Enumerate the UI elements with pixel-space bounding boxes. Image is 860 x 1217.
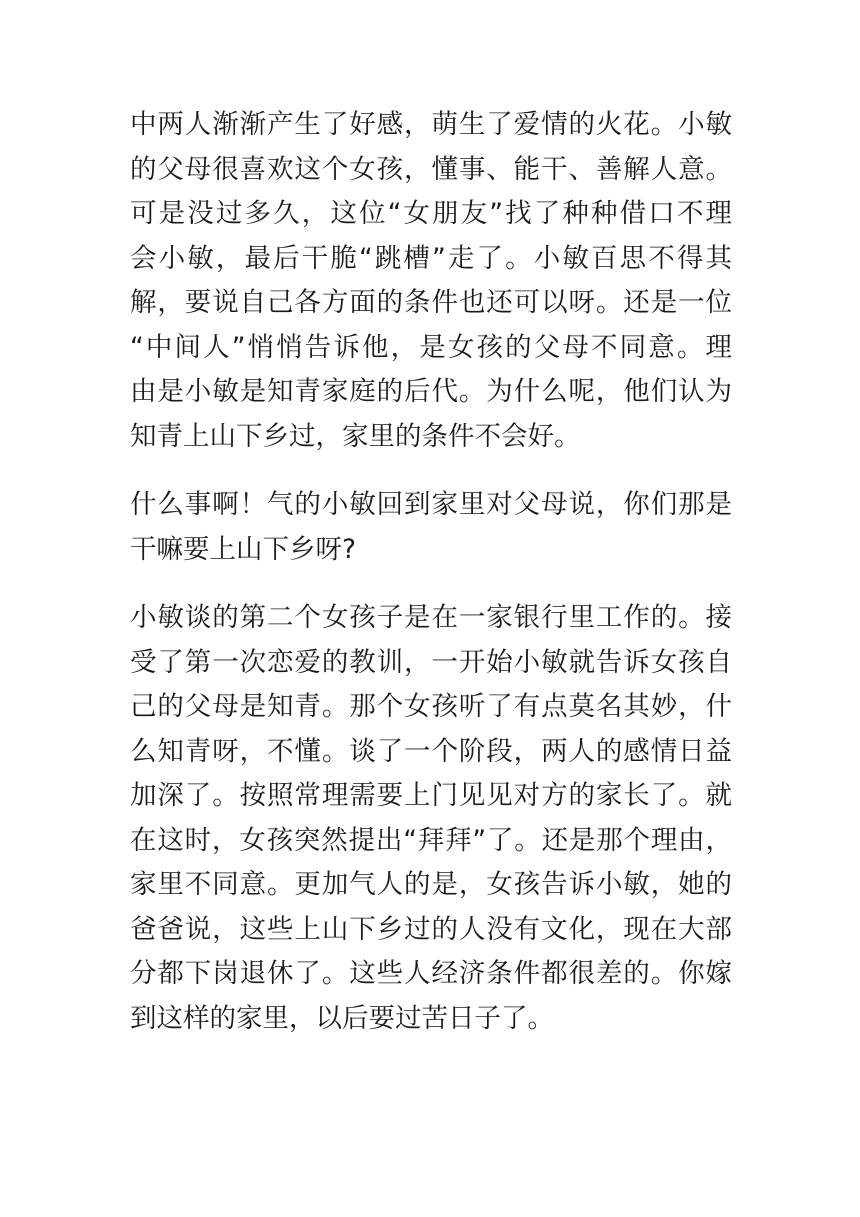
text-line: 什么事啊！气的小敏回到家里对父母说，你们那是 bbox=[130, 489, 732, 520]
paragraph-1 bbox=[130, 103, 732, 459]
text-line: 爸爸说，这些上山下乡过的人没有文化，现在大部 bbox=[130, 913, 732, 945]
text-line: 的父母很喜欢这个女孩，懂事、能干、善解人意。 bbox=[130, 153, 732, 185]
text-line: 会小敏，最后干脆“跳槽”走了。小敏百思不得其 bbox=[130, 242, 732, 274]
text-line: 可是没过多久，这位“女朋友”找了种种借口不理 bbox=[130, 198, 732, 229]
text-line: 中两人渐渐产生了好感，萌生了爱情的火花。小敏 bbox=[130, 109, 732, 140]
text-line: 分都下岗退休了。这些人经济条件都很差的。你嫁 bbox=[130, 958, 732, 989]
document-body bbox=[130, 103, 732, 1065]
text-line: 小敏谈的第二个女孩子是在一家银行里工作的。接 bbox=[130, 602, 732, 633]
text-line: 到这样的家里，以后要过苦日子了。 bbox=[130, 1002, 554, 1034]
paragraph-3 bbox=[130, 596, 732, 1041]
text-line: 干嘛要上山下乡呀? bbox=[130, 533, 357, 565]
paragraph-2 bbox=[130, 483, 732, 572]
text-line: 加深了。按照常理需要上门见见对方的家长了。就 bbox=[130, 780, 732, 811]
text-line: 由是小敏是知青家庭的后代。为什么呢，他们认为 bbox=[130, 376, 732, 407]
text-line: 么知青呀，不懂。谈了一个阶段，两人的感情日益 bbox=[130, 735, 732, 767]
text-line: 解，要说自己各方面的条件也还可以呀。还是一位 bbox=[130, 287, 732, 318]
text-line: 己的父母是知青。那个女孩听了有点莫名其妙，什 bbox=[130, 691, 732, 722]
text-line: 家里不同意。更加气人的是，女孩告诉小敏，她的 bbox=[130, 869, 732, 900]
text-line: “中间人”悄悄告诉他，是女孩的父母不同意。理 bbox=[130, 331, 732, 363]
text-line: 受了第一次恋爱的教训，一开始小敏就告诉女孩自 bbox=[130, 646, 732, 678]
text-line: 在这时，女孩突然提出“拜拜”了。还是那个理由， bbox=[130, 824, 732, 856]
text-line: 知青上山下乡过，家里的条件不会好。 bbox=[130, 420, 581, 452]
